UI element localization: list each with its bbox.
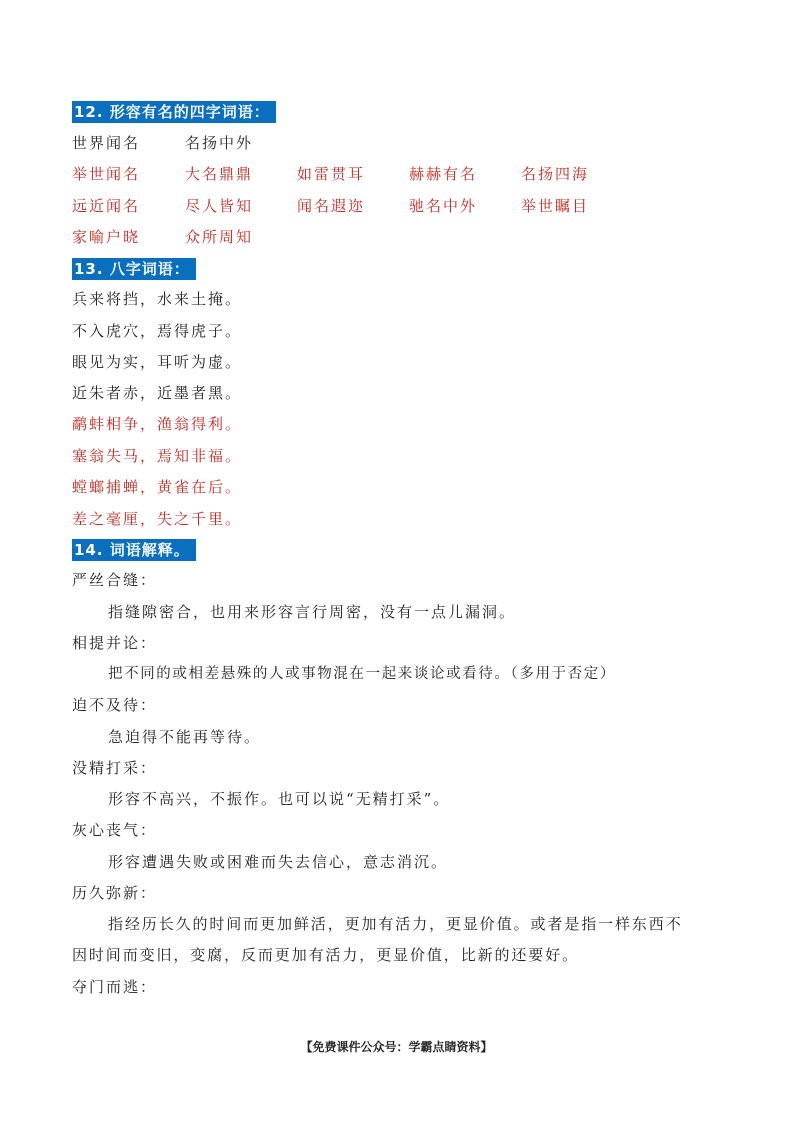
section-12-header: 12. 形容有名的四字词语： [72, 101, 276, 123]
proverb-line: 兵来将挡，水来土掩。 [72, 290, 243, 308]
term-definition: 指缝隙密合，也用来形容言行周密，没有一点儿漏洞。 [108, 603, 517, 621]
term-definition-line: 指经历长久的时间而更加鲜活，更加有活力，更显价值。或者是指一样东西不 [108, 915, 683, 933]
proverb-line: 螳螂捕蝉，黄雀在后。 [72, 478, 243, 496]
proverb-line: 眼见为实，耳听为虚。 [72, 353, 243, 371]
word: 名扬中外 [185, 134, 254, 152]
term-label: 夺门而逃： [72, 978, 158, 996]
word: 名扬四海 [521, 165, 590, 183]
proverb-line: 差之毫厘，失之千里。 [72, 510, 243, 528]
word: 驰名中外 [409, 197, 478, 215]
proverb-line: 近朱者赤，近墨者黑。 [72, 384, 243, 402]
word: 世界闻名 [72, 134, 141, 152]
word: 如雷贯耳 [297, 165, 366, 183]
word: 尽人皆知 [185, 197, 254, 215]
term-label: 相提并论： [72, 634, 158, 652]
page-footer: 【免费课件公众号：学霸点睛资料】 [300, 1040, 493, 1054]
term-label: 迫不及待： [72, 696, 158, 714]
term-label: 灰心丧气： [72, 821, 158, 839]
section-13-header: 13. 八字词语： [72, 258, 196, 280]
word: 赫赫有名 [409, 165, 478, 183]
term-label: 严丝合缝： [72, 571, 158, 589]
term-definition: 急迫得不能再等待。 [108, 728, 262, 746]
term-definition: 把不同的或相差悬殊的人或事物混在一起来谈论或看待。（多用于否定） [108, 666, 616, 682]
term-label: 没精打采： [72, 759, 158, 777]
word: 闻名遐迩 [297, 197, 366, 215]
word: 举世闻名 [72, 165, 141, 183]
word: 大名鼎鼎 [185, 165, 254, 183]
section-14-header: 14. 词语解释。 [72, 539, 196, 561]
word: 众所周知 [185, 228, 254, 246]
term-definition: 形容不高兴，不振作。也可以说“无精打采”。 [108, 790, 451, 808]
term-label: 历久弥新： [72, 884, 158, 902]
word: 远近闻名 [72, 197, 141, 215]
proverb-line: 鹬蚌相争，渔翁得利。 [72, 415, 243, 433]
term-definition-line: 因时间而变旧，变腐，反而更加有活力，更显价值，比新的还要好。 [72, 946, 580, 964]
word: 举世瞩目 [521, 197, 590, 215]
term-definition: 形容遭遇失败或困难而失去信心，意志消沉。 [108, 853, 449, 871]
proverb-line: 塞翁失马，焉知非福。 [72, 447, 243, 465]
word: 家喻户晓 [72, 228, 141, 246]
proverb-line: 不入虎穴，焉得虎子。 [72, 322, 243, 340]
